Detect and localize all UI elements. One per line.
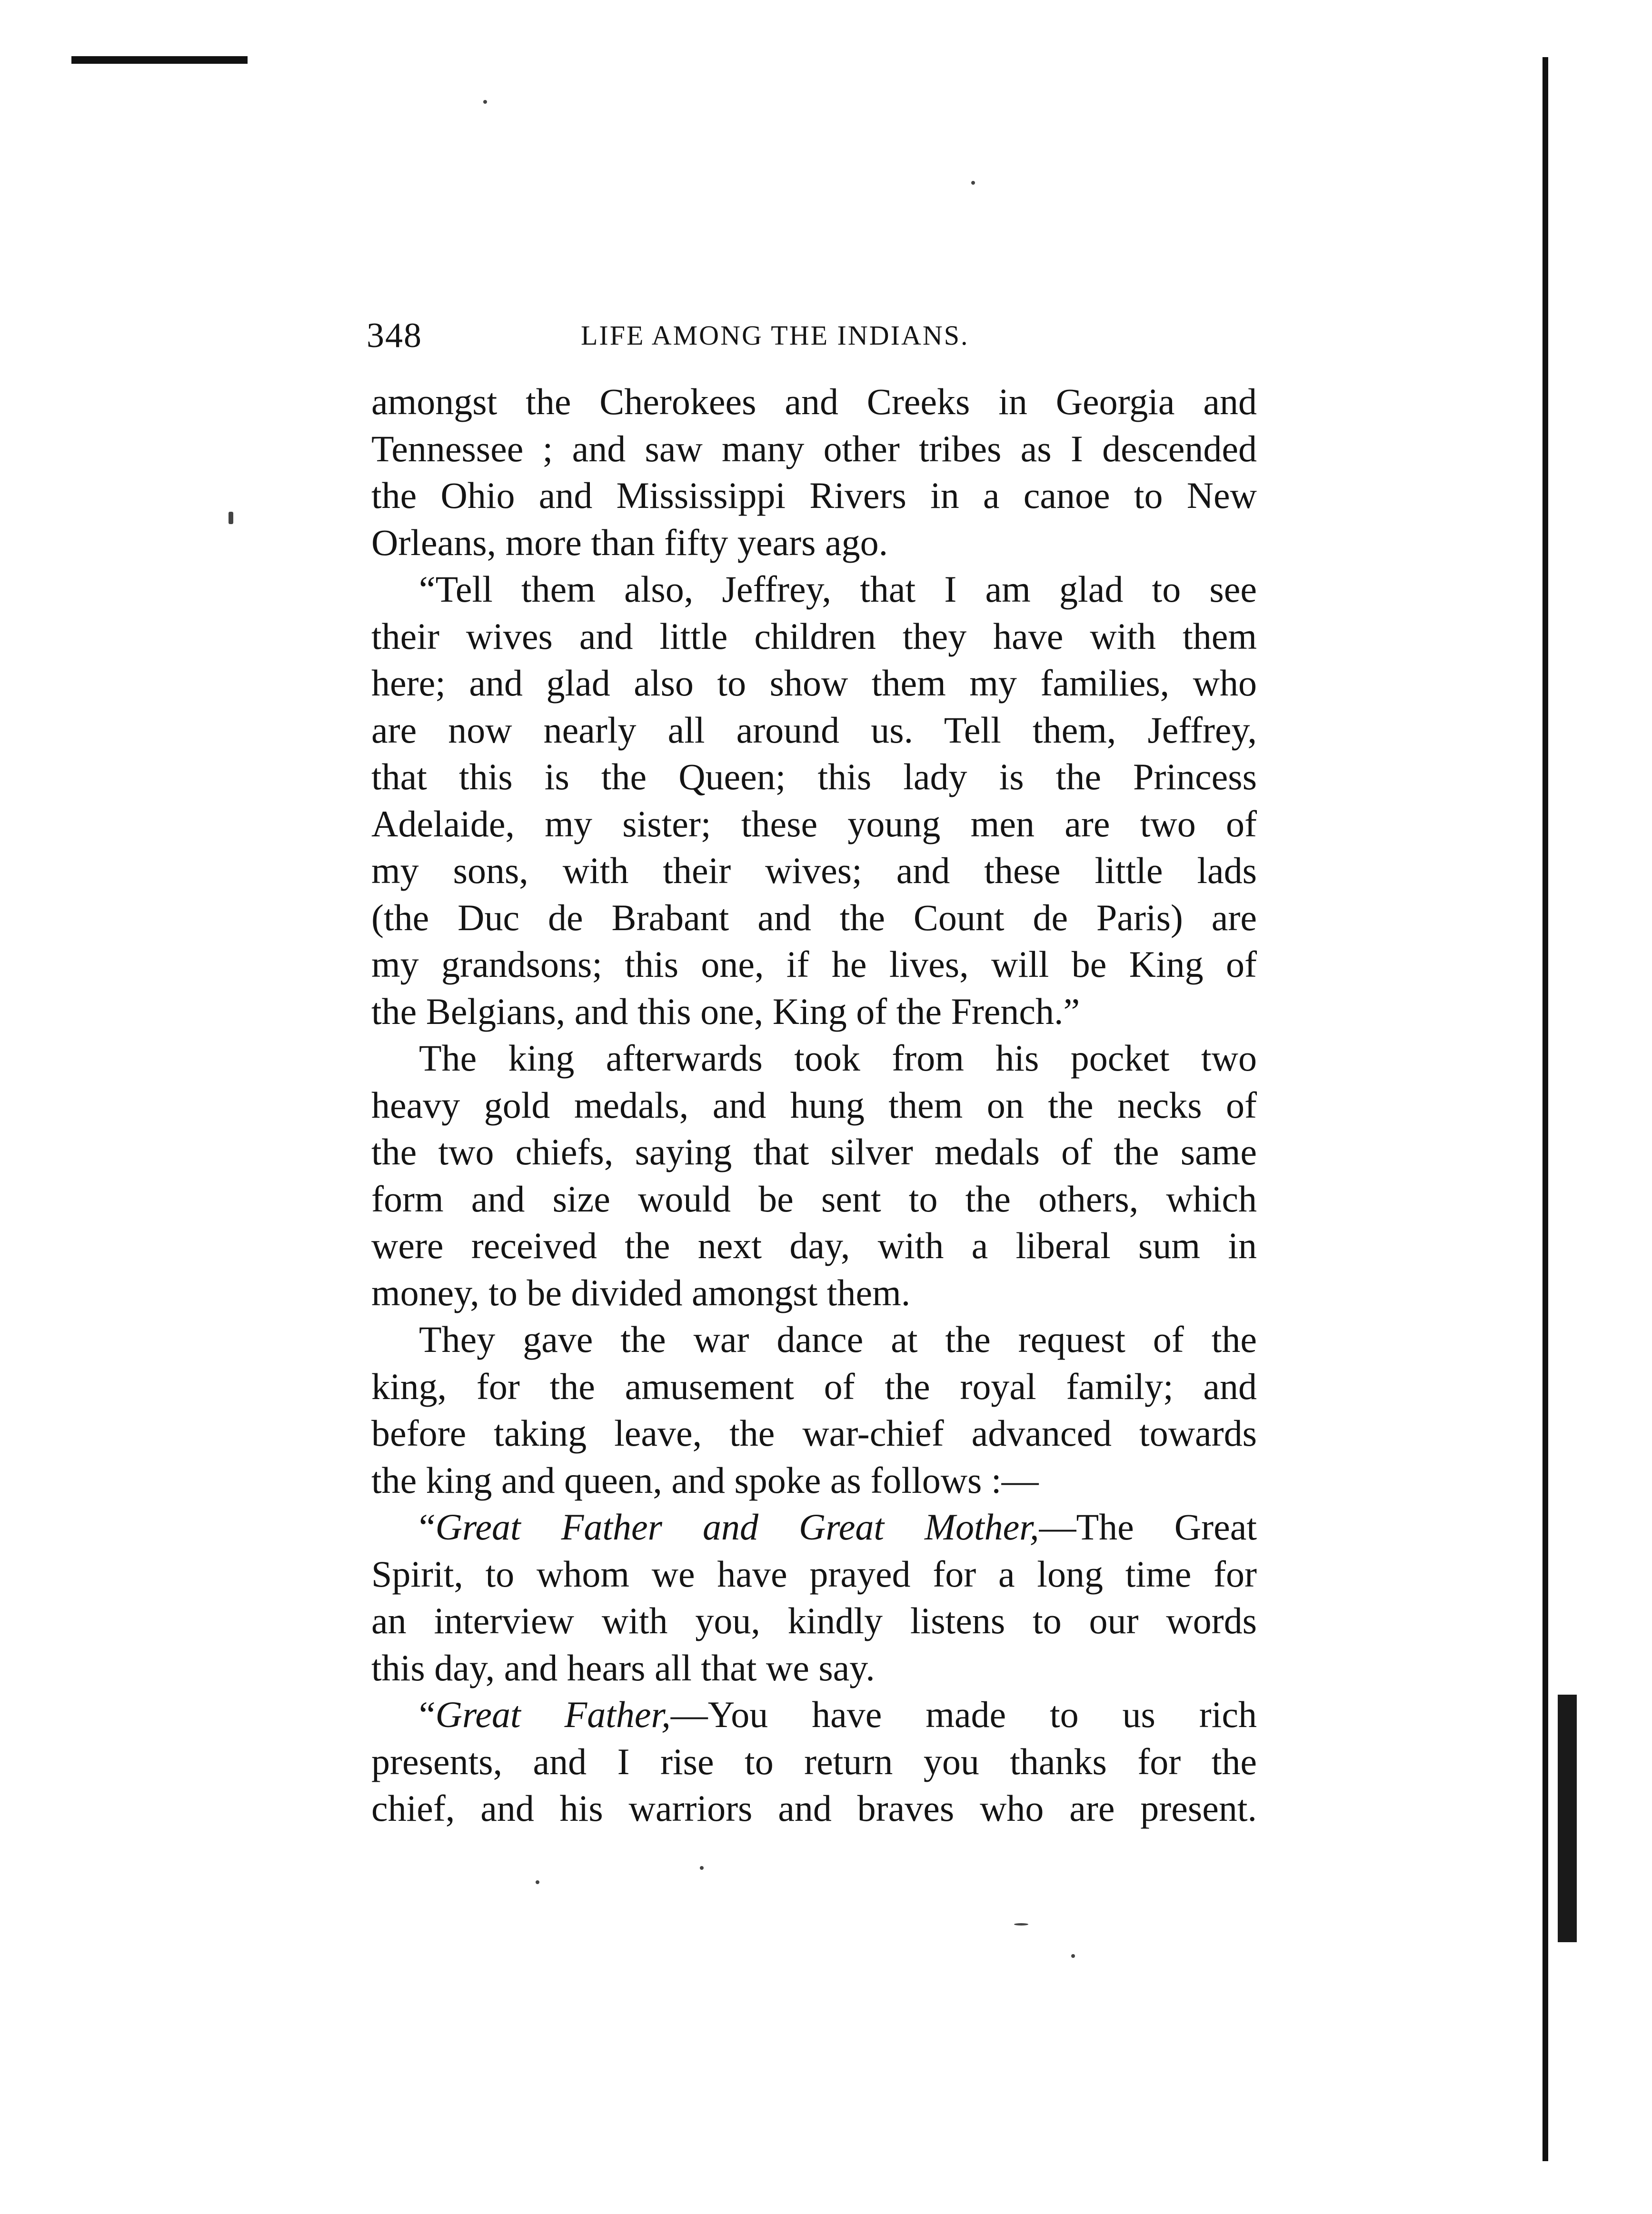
body-text <box>371 378 1257 1832</box>
text-line: Tennessee ; and saw many other tribes as I descended <box>371 427 1257 469</box>
text-line: Orleans, more than fifty years ago. <box>371 521 888 563</box>
binding-edge-shadow-thick <box>1558 1695 1577 1942</box>
running-head <box>367 314 1514 357</box>
text-line: form and size would be sent to the others, which <box>371 1178 1257 1220</box>
scan-speck <box>1014 1923 1028 1926</box>
scan-speck <box>229 512 233 524</box>
text-line: Spirit, to whom we have prayed for a long time for <box>371 1553 1257 1595</box>
quote-mark: “ <box>419 1506 436 1548</box>
text-line: the two chiefs, saying that silver medals of the same <box>371 1131 1257 1172</box>
text-line: my grandsons; this one, if he lives, will be King of <box>371 943 1257 985</box>
running-head-title: LIFE AMONG THE INDIANS. <box>581 320 969 351</box>
text-line: my sons, with their wives; and these little lads <box>371 850 1257 891</box>
text-line: presents, and I rise to return you thanks for the <box>371 1740 1257 1782</box>
scan-speck <box>536 1880 539 1884</box>
text-line: an interview with you, kindly listens to our words <box>371 1600 1257 1641</box>
text-line: Adelaide, my sister; these young men are two of <box>371 803 1257 844</box>
text-line: (the Duc de Brabant and the Count de Paris) are <box>371 896 1257 938</box>
text-line: are now nearly all around us. Tell them, Jeffrey, <box>371 709 1257 751</box>
text-line: chief, and his warriors and braves who are present. <box>371 1787 1257 1829</box>
text-line: the king and queen, and spoke as follows :— <box>371 1459 1039 1501</box>
italic-address: Great Father, <box>435 1694 671 1735</box>
scan-speck <box>1071 1954 1075 1958</box>
text-line: the Belgians, and this one, King of the French.” <box>371 990 1080 1032</box>
text-line: that this is the Queen; this lady is the Princess <box>371 756 1257 797</box>
binding-edge-shadow <box>1543 57 1548 2161</box>
text-fragment: —You have made to us rich <box>670 1694 1257 1735</box>
text-line: They gave the war dance at the request of the <box>419 1319 1257 1360</box>
text-line: their wives and little children they have with them <box>371 615 1257 657</box>
text-line: amongst the Cherokees and Creeks in Georgia and <box>371 381 1257 422</box>
text-line: this day, and hears all that we say. <box>371 1647 875 1688</box>
text-line <box>371 1504 1257 1551</box>
text-line: before taking leave, the war-chief advanced towards <box>371 1412 1257 1454</box>
page-number: 348 <box>367 316 422 355</box>
italic-address: Great Father and Great Mother, <box>435 1506 1039 1548</box>
text-fragment: —The Great <box>1039 1506 1257 1548</box>
scan-edge-rule <box>71 56 248 64</box>
scan-speck <box>483 100 487 104</box>
text-line: here; and glad also to show them my families, who <box>371 662 1257 704</box>
text-line: money, to be divided amongst them. <box>371 1271 911 1313</box>
text-line: “Tell them also, Jeffrey, that I am glad to see <box>419 568 1257 610</box>
scan-speck <box>971 181 975 185</box>
scan-speck <box>700 1866 704 1870</box>
text-line: The king afterwards took from his pocket two <box>419 1037 1257 1079</box>
quote-mark: “ <box>419 1694 436 1735</box>
text-line: heavy gold medals, and hung them on the necks of <box>371 1084 1257 1126</box>
text-line: king, for the amusement of the royal family; and <box>371 1365 1257 1407</box>
text-line: the Ohio and Mississippi Rivers in a canoe to New <box>371 475 1257 516</box>
text-line <box>371 1691 1257 1738</box>
text-line: were received the next day, with a liberal sum in <box>371 1225 1257 1266</box>
